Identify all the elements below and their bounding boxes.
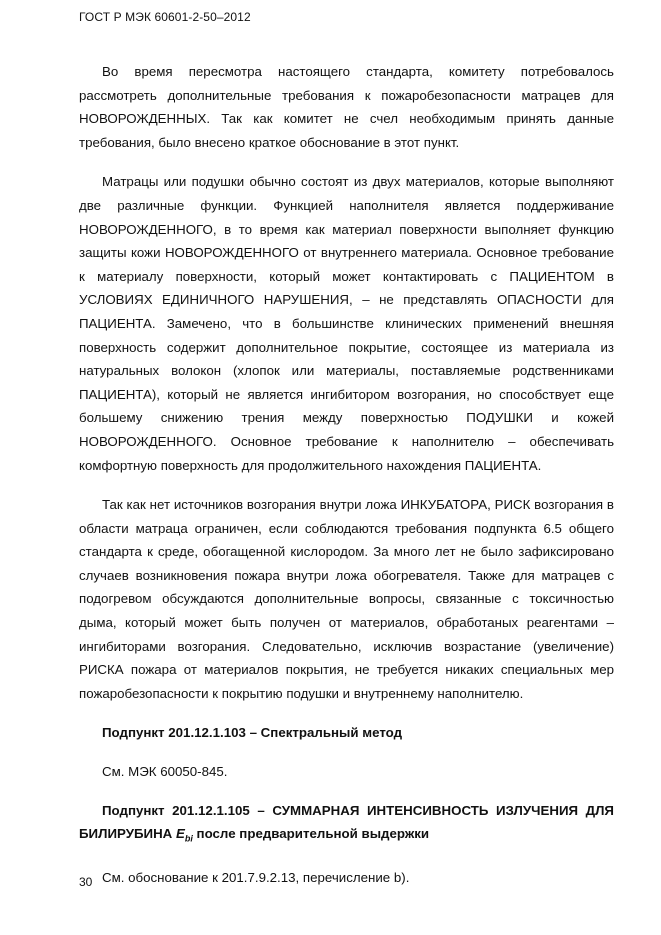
paragraph-mattress-materials: Матрацы или подушки обычно состоят из двух материалов, которые выполняют две различные функции. Функцией наполнителя является поддерживание НОВОРОЖДЕННОГО, в то время как материал поверхности выполняет функцию защиты кожи НОВОРОЖДЕННОГО от внутреннего материала. Основное требование к материалу поверхности, который может контактировать с ПАЦИЕНТОМ в УСЛОВИЯХ ЕДИНИЧНОГО НАРУШЕНИЯ, – не представлять ОПАСНОСТИ для ПАЦИЕНТА. Замечено, что в большинстве клинических применений внешняя поверхность содержит дополнительное покрытие, состоящее из материала из натуральных волокон (хлопок или материалы, поставляемые родственниками ПАЦИЕНТА), который не является ингибитором возгорания, но способствует еще большему снижению трения между поверхностью ПОДУШКИ и кожей НОВОРОЖДЕННОГО. Основное требование к наполнителю – обеспечивать комфортную поверхность для продолжительного нахождения ПАЦИЕНТА. <box>79 174 614 473</box>
document-header: ГОСТ Р МЭК 60601-2-50–2012 <box>79 10 251 24</box>
section-heading-201-12-1-103: Подпункт 201.12.1.103 – Спектральный метод <box>102 725 403 741</box>
page-body <box>79 60 614 905</box>
heading-text-part-2: после предварительной выдержки <box>192 826 430 842</box>
symbol-e: E <box>175 826 185 842</box>
section-text-201-12-1-103: См. МЭК 60050-845. <box>102 764 228 780</box>
section-heading-201-12-1-105 <box>79 799 614 852</box>
page-number: 30 <box>79 875 93 889</box>
symbol-subscript-bi: bi <box>184 833 193 844</box>
section-text-201-12-1-105: См. обоснование к 201.7.9.2.13, перечисление b). <box>102 870 410 886</box>
paragraph-fire-risk: Так как нет источников возгорания внутри ложа ИНКУБАТОРА, РИСК возгорания в области матраца ограничен, если соблюдаются требования подпункта 6.5 общего стандарта к среде, обогащенной кислородом. За много лет не было зафиксировано случаев возникновения пожара внутри ложа обогревателя. Также для матрацев с подогревом обсуждаются дополнительные вопросы, связанные с токсичностью дыма, который может быть получен от материалов, обработаных реагентами – ингибиторами возгорания. Следовательно, исключив возрастание (увеличение) РИСКА пожара от материалов покрытия, не требуется никаких специальных мер пожаробезопасности к покрытию подушки и внутреннему наполнителю. <box>79 497 614 701</box>
paragraph-revision-note: Во время пересмотра настоящего стандарта, комитету потребовалось рассмотреть дополнительные требования к пожаробезопасности матрацев для НОВОРОЖДЕННЫХ. Так как комитет не счел необходимым принять данные требования, было внесено краткое обоснование в этот пункт. <box>79 64 614 150</box>
heading-text-part-1: Подпункт 201.12.1.105 – СУММАРНАЯ ИНТЕНСИВНОСТЬ ИЗЛУЧЕНИЯ ДЛЯ БИЛИРУБИНА <box>79 802 614 842</box>
